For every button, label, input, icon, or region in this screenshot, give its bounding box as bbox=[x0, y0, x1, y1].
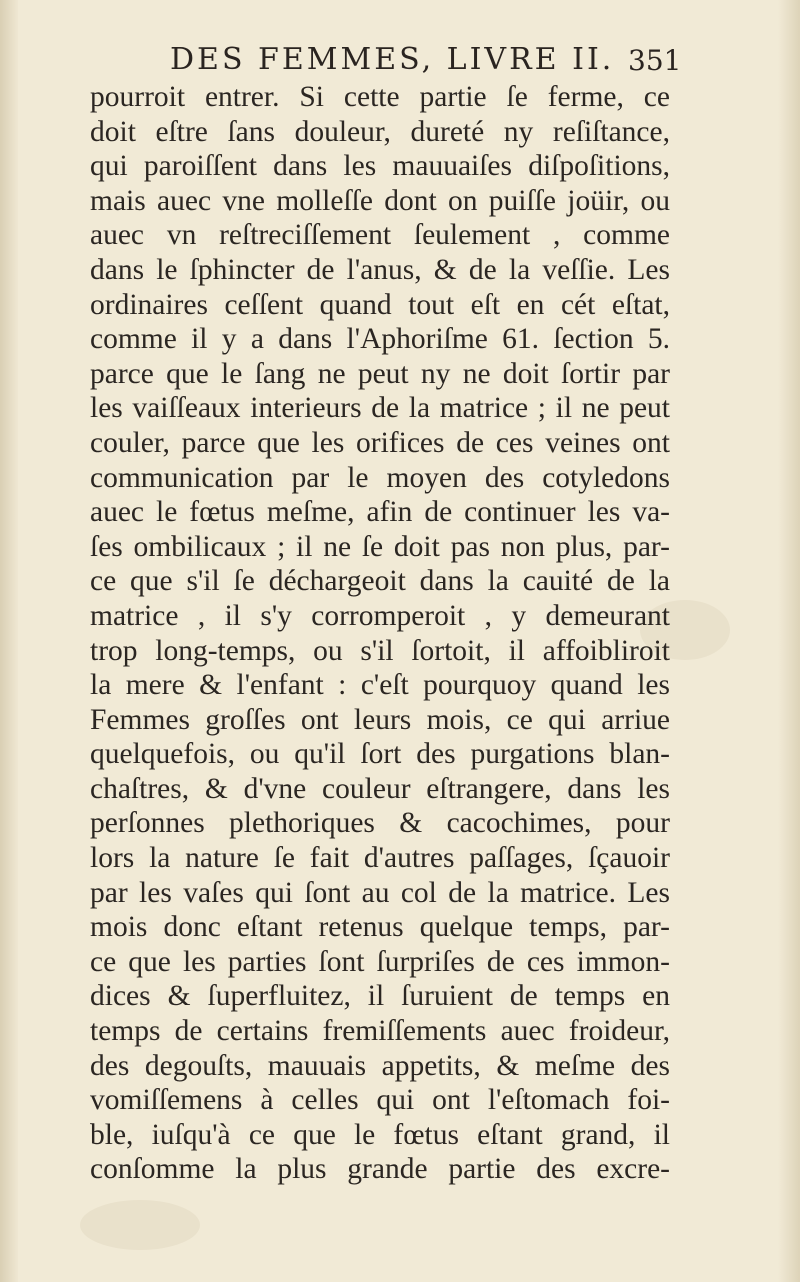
text-line: comme il y a dans l'Aphoriſme 61. ſection 5. bbox=[90, 323, 670, 356]
text-line: Femmes groſſes ont leurs mois, ce qui arriue bbox=[90, 703, 670, 736]
text-line: la mere & l'enfant : c'eſt pourquoy quand les bbox=[90, 669, 670, 702]
text-line: qui paroiſſent dans les mauuaiſes diſpoſitions, bbox=[90, 150, 670, 183]
text-line: pourroit entrer. Si cette partie ſe ferme, ce bbox=[90, 81, 670, 113]
text-line: doit eſtre ſans douleur, dureté ny reſiſtance, bbox=[90, 115, 670, 148]
text-line: parce que le ſang ne peut ny ne doit ſortir par bbox=[90, 357, 670, 390]
text-line: ble, iuſqu'à ce que le fœtus eſtant grand, il bbox=[90, 1118, 670, 1151]
text-line: auec le fœtus meſme, afin de continuer les va- bbox=[90, 496, 670, 529]
text-line: vomiſſemens à celles qui ont l'eſtomach foi- bbox=[90, 1084, 670, 1117]
text-line: des degouſts, mauuais appetits, & meſme des bbox=[90, 1049, 670, 1082]
text-line: temps de certains fremiſſements auec froideur, bbox=[90, 1015, 670, 1048]
page-number: 351 bbox=[628, 44, 682, 77]
text-line: par les vaſes qui ſont au col de la matrice. Les bbox=[90, 876, 670, 909]
text-line: couler, parce que les orifices de ces veines ont bbox=[90, 426, 670, 459]
text-line: dans le ſphincter de l'anus, & de la veſſie. Les bbox=[90, 253, 670, 286]
text-line: ſes ombilicaux ; il ne ſe doit pas non plus, par- bbox=[90, 530, 670, 563]
text-line: communication par le moyen des cotyledons bbox=[90, 461, 670, 494]
text-line: matrice , il s'y corromperoit , y demeurant bbox=[90, 599, 670, 632]
text-line: ce que s'il ſe déchargeoit dans la cauité de la bbox=[90, 565, 670, 598]
text-line: quelquefois, ou qu'il ſort des purgations blan- bbox=[90, 738, 670, 771]
text-line: mois donc eſtant retenus quelque temps, par- bbox=[90, 911, 670, 944]
paper-stain bbox=[80, 1200, 200, 1250]
text-line: mais auec vne molleſſe dont on puiſſe joüir, ou bbox=[90, 184, 670, 217]
text-line: auec vn reſtreciſſement ſeulement , comme bbox=[90, 219, 670, 252]
text-line: ordinaires ceſſent quand tout eſt en cét eſtat, bbox=[90, 288, 670, 321]
text-line: perſonnes plethoriques & cacochimes, pour bbox=[90, 807, 670, 840]
text-line: lors la nature ſe fait d'autres paſſages, ſçauoir bbox=[90, 842, 670, 875]
text-line: trop long-temps, ou s'il ſortoit, il affoibliroit bbox=[90, 634, 670, 667]
page-left-edge bbox=[0, 0, 18, 1282]
text-line: les vaiſſeaux interieurs de la matrice ; il ne peut bbox=[90, 392, 670, 425]
body-text bbox=[90, 80, 670, 1187]
text-line: ce que les parties ſont ſurpriſes de ces immon- bbox=[90, 945, 670, 978]
running-title: DES FEMMES, LIVRE II. bbox=[170, 42, 615, 77]
text-line: dices & ſuperfluitez, il ſuruient de temps en bbox=[90, 980, 670, 1013]
running-header bbox=[170, 42, 680, 84]
text-line: conſomme la plus grande partie des excre- bbox=[90, 1153, 670, 1186]
page-right-edge bbox=[778, 0, 800, 1282]
text-line: chaſtres, & d'vne couleur eſtrangere, dans les bbox=[90, 772, 670, 805]
